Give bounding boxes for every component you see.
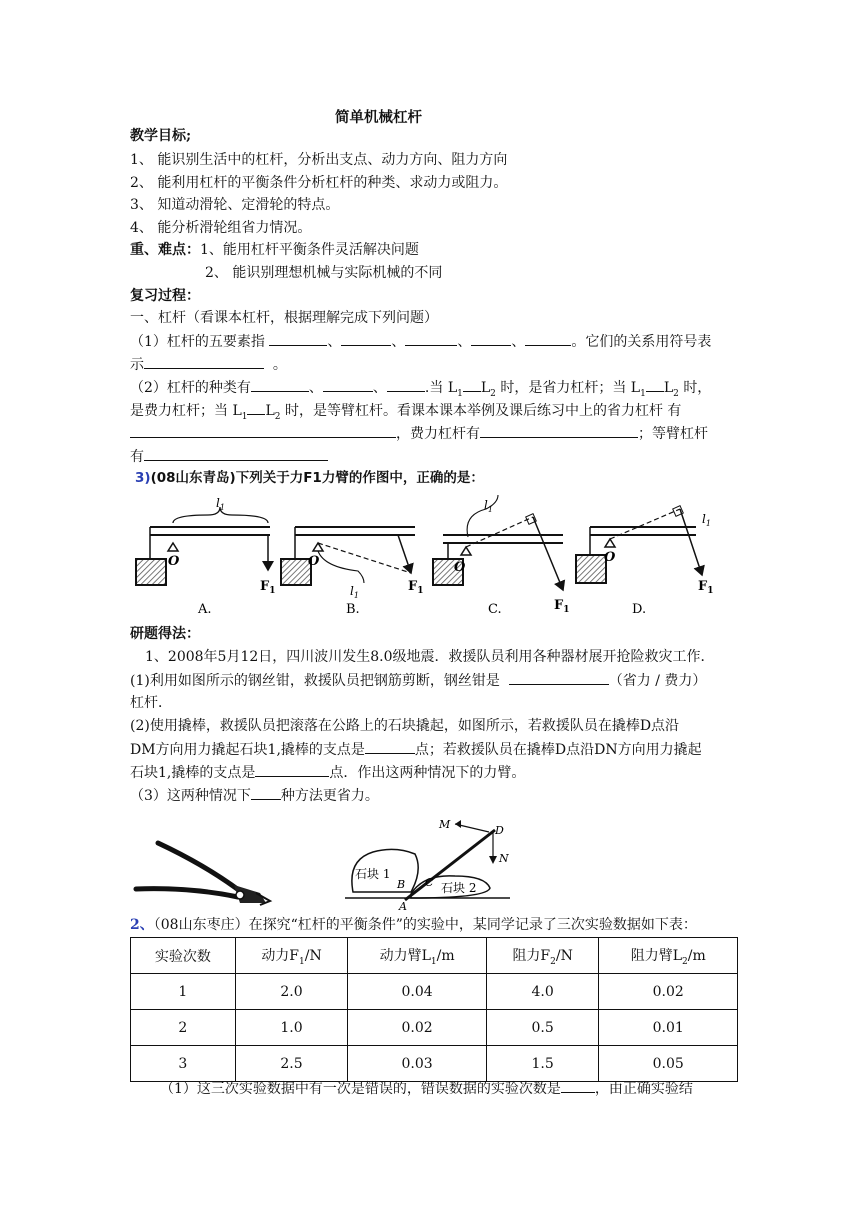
key-points-line — [130, 240, 419, 260]
q2-text-a: （2）杠杆的种类有 — [130, 380, 251, 396]
table-header-row — [131, 938, 738, 974]
answer-blank[interactable] — [323, 377, 373, 392]
question-2-subquestion-1 — [160, 1078, 693, 1099]
force-label: $F_1$ — [260, 579, 276, 596]
table-cell: 0.01 — [599, 1010, 738, 1046]
fulcrum-label: O — [454, 560, 466, 575]
answer-blank[interactable] — [387, 377, 425, 392]
table-header: 动力$F_1/N$ — [235, 938, 348, 974]
method-heading: 研题得法： — [130, 626, 200, 642]
pliers-illustration — [130, 835, 275, 915]
question-2-line3 — [130, 423, 708, 444]
question-1-line1: （1）杠杆的五要素指 、 、 、 、 。它们的关系用符号表 — [130, 331, 711, 352]
table-cell: 2 — [131, 1010, 236, 1046]
answer-blank[interactable] — [269, 331, 327, 346]
q1-text-b: 。它们的关系用符号表 — [571, 334, 712, 350]
key-label: 重、难点： — [130, 242, 200, 258]
q2-text-f: 时，是等臂杠杆。看课本课本举例及课后练习中上的省力杠杆 有 — [284, 403, 682, 419]
question-2-experiment-line — [130, 915, 697, 935]
figure-label-d: D. — [632, 602, 647, 617]
goal-1: 1、 能识别生活中的杠杆，分析出支点、动力方向、阻力方向 — [130, 152, 508, 168]
table-cell: 1.5 — [486, 1046, 599, 1082]
force-label: $F_1$ — [408, 579, 424, 596]
lever-diagrams-figure — [128, 495, 728, 620]
fulcrum-label: O — [168, 554, 180, 569]
last-text-a: （1）这三次实验数据中有一次是错误的，错误数据的实验次数是 — [160, 1081, 561, 1097]
question-3-line — [135, 468, 484, 488]
table-cell: 2.5 — [235, 1046, 348, 1082]
arm-label: $l_1$ — [216, 496, 225, 512]
lever-diagram-a — [136, 496, 276, 617]
fulcrum-label: O — [308, 554, 320, 569]
p2-text-b: （省力 / 费力） — [608, 673, 707, 689]
rock-2-label: 石块 2 — [441, 881, 477, 895]
p2-text-a: (1)利用如图所示的钢丝钳，救援队员把钢筋剪断，钢丝钳是 — [130, 673, 500, 689]
answer-blank[interactable] — [251, 785, 281, 800]
key-point-2: 2、 能识别理想机械与实际机械的不同 — [205, 265, 443, 281]
table-header: 实验次数 — [131, 938, 236, 974]
figure-label-a: A. — [198, 602, 212, 617]
q2-text-i: 有 — [130, 449, 144, 465]
table-row — [131, 1010, 738, 1046]
crowbar-rocks-illustration — [335, 810, 535, 920]
arm-label: $l_1$ — [484, 498, 493, 514]
q2-text-d: 时， — [683, 380, 712, 396]
p6-text-b: 点．作出这两种情况下的力臂。 — [329, 765, 526, 781]
figure-label-b: B. — [346, 602, 360, 617]
p7-text-a: （3）这两种情况下 — [130, 788, 251, 804]
figure-label-c: C. — [488, 602, 502, 617]
q3-number: 3) — [135, 470, 151, 486]
q3-text: (08山东青岛)下列关于力F1力臂的作图中，正确的是： — [150, 470, 484, 486]
answer-blank[interactable] — [480, 423, 638, 438]
question-2-line2: 是费力杠杆；当 $L_1$ $L_2$ 时，是等臂杠杆。看课本课本举例及课后练习中上的省力杠杆 有 — [130, 400, 681, 427]
q2-text-b: .当 L — [424, 380, 458, 396]
goal-3: 3、 知道动滑轮、定滑轮的特点。 — [130, 197, 340, 213]
p6-text-a: 石块1,撬棒的支点是 — [130, 765, 256, 781]
force-label: $F_1$ — [698, 579, 714, 596]
q2-text-c: 时，是省力杠杆；当 L — [500, 380, 641, 396]
answer-blank[interactable] — [509, 670, 609, 685]
point-a-label: A — [399, 900, 407, 913]
problem-1-part3 — [130, 785, 379, 806]
answer-blank[interactable] — [144, 354, 264, 369]
problem-1-part2-line1: (2)使用撬棒，救援队员把滚落在公路上的石块撬起，如图所示，若救援队员在撬棒D点沿 — [130, 718, 680, 734]
point-n-label: N — [499, 852, 509, 865]
table-cell: 4.0 — [486, 974, 599, 1010]
q1-text-a: （1）杠杆的五要素指 — [130, 334, 265, 350]
lever-diagram-c — [433, 495, 570, 617]
p5-text-b: 点；若救援队员在撬棒D点沿DN方向用力撬起 — [414, 742, 702, 758]
answer-blank[interactable] — [144, 446, 328, 461]
table-cell: 0.03 — [348, 1046, 487, 1082]
table-header: 阻力$F_2/N$ — [486, 938, 599, 974]
answer-blank[interactable] — [561, 1078, 595, 1093]
point-c-label: C — [425, 876, 434, 889]
last-text-b: ，由正确实验结 — [594, 1081, 693, 1097]
table-row — [131, 974, 738, 1010]
answer-blank[interactable] — [341, 331, 391, 346]
lever-diagram-d — [576, 506, 714, 617]
answer-blank[interactable] — [255, 762, 329, 777]
lever-diagram-b — [281, 527, 424, 617]
rock-1-label: 石块 1 — [355, 867, 391, 881]
answer-blank[interactable] — [463, 377, 481, 392]
force-label: $F_1$ — [554, 598, 570, 615]
question-2-line4 — [130, 446, 328, 467]
goals-heading: 教学目标; — [130, 128, 192, 144]
problem-1-intro: 1、2008年5月12日，四川波川发生8.0级地震．救援队员利用各种器材展开抢险救灾工作． — [145, 649, 715, 665]
section-1-heading: 一、杠杆（看课本杠杆，根据理解完成下列问题） — [130, 310, 438, 326]
q1-text-c: 示 — [130, 357, 144, 373]
key-point-1: 1、能用杠杆平衡条件灵活解决问题 — [200, 242, 419, 258]
q2-number: 2、 — [130, 917, 154, 933]
table-cell: 0.02 — [599, 974, 738, 1010]
fulcrum-label: O — [604, 550, 616, 565]
table-cell: 1.0 — [235, 1010, 348, 1046]
point-b-label: B — [397, 878, 406, 891]
arm-label: $l_1$ — [702, 512, 711, 528]
q2-experiment-text: （08山东枣庄）在探究“杠杆的平衡条件”的实验中，某同学记录了三次实验数据如下表： — [153, 917, 697, 933]
answer-blank[interactable] — [646, 377, 664, 392]
q2-text-h: ；等臂杠杆 — [638, 426, 708, 442]
table-header: 阻力臂$L_2/m$ — [599, 938, 738, 974]
answer-blank[interactable] — [247, 400, 265, 415]
goal-4: 4、 能分析滑轮组省力情况。 — [130, 220, 312, 236]
table-cell: 0.5 — [486, 1010, 599, 1046]
table-cell: 2.0 — [235, 974, 348, 1010]
problem-1-part1 — [130, 670, 706, 691]
table-cell: 0.05 — [599, 1046, 738, 1082]
page-title: 简单机械杠杆 — [335, 109, 422, 126]
answer-blank[interactable] — [405, 331, 457, 346]
question-1-line2 — [130, 354, 287, 375]
problem-1-part2-line2 — [130, 739, 702, 760]
problem-1-part1-end: 杠杆． — [130, 695, 172, 711]
answer-blank[interactable] — [251, 377, 309, 392]
q2-text-g: ，费力杠杆有 — [396, 426, 480, 442]
table-row — [131, 1046, 738, 1082]
review-heading: 复习过程： — [130, 288, 200, 304]
q1-text-d: 。 — [272, 357, 287, 373]
q2-text-e: 是费力杠杆；当 L — [130, 403, 242, 419]
arm-label: $l_1$ — [350, 584, 359, 600]
answer-blank[interactable] — [525, 331, 571, 346]
p7-text-b: 种方法更省力。 — [280, 788, 379, 804]
table-cell: 0.02 — [348, 1010, 487, 1046]
problem-1-part2-line3 — [130, 762, 525, 783]
answer-blank[interactable] — [130, 423, 396, 438]
experiment-data-table — [130, 937, 738, 1082]
point-d-label: D — [495, 824, 504, 837]
point-m-label: M — [439, 818, 451, 831]
goal-2: 2、 能利用杠杆的平衡条件分析杠杆的种类、求动力或阻力。 — [130, 175, 508, 191]
table-header: 动力臂$L_1/m$ — [348, 938, 487, 974]
answer-blank[interactable] — [365, 739, 415, 754]
question-2-line1: （2）杠杆的种类有 、 、 .当 $L_1$ $L_2$ 时，是省力杠杆；当 $L_1$ $L_2$ 时， — [130, 377, 711, 404]
answer-blank[interactable] — [471, 331, 511, 346]
p5-text-a: DM方向用力撬起石块1,撬棒的支点是 — [130, 742, 365, 758]
table-cell: 1 — [131, 974, 236, 1010]
table-cell: 3 — [131, 1046, 236, 1082]
table-cell: 0.04 — [348, 974, 487, 1010]
